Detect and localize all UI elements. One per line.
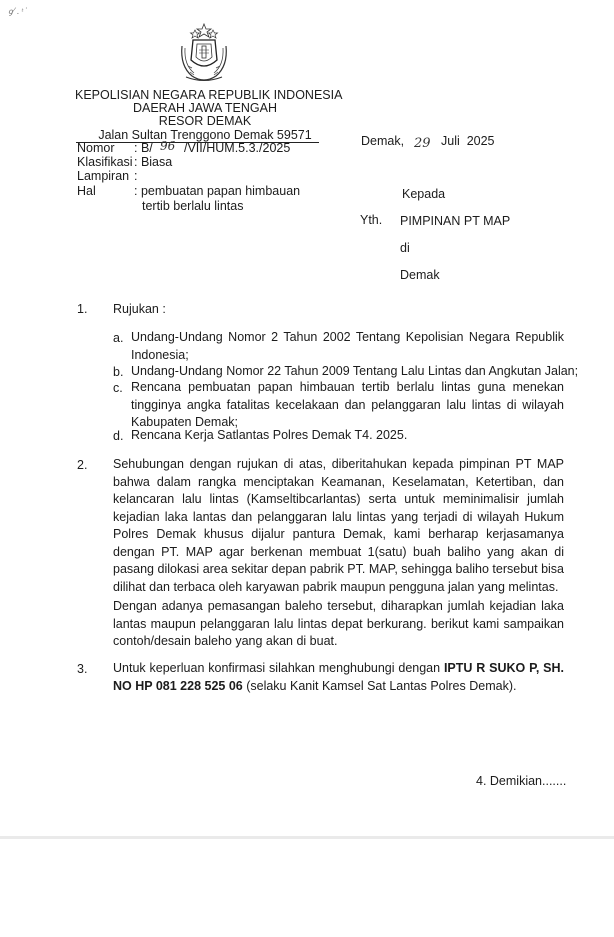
ref-b-text: Undang-Undang Nomor 22 Tahun 2009 Tentang Lalu Lintas dan Angkutan Jalan;: [131, 364, 579, 378]
section-1-title: Rujukan :: [113, 302, 166, 316]
letterhead-line-3: RESOR DEMAK: [158, 114, 252, 128]
hal-label: Hal: [77, 184, 96, 198]
section-3-paragraph: [113, 660, 564, 695]
page-fold-edge: [0, 836, 614, 839]
section-3-text-post: (selaku Kanit Kamsel Sat Lantas Polres Demak).: [242, 678, 517, 693]
section-3-contact-bold: IPTU R SUKO P, SH. NO HP 081 228 525 06: [113, 661, 565, 693]
ref-a-letter: a.: [113, 331, 124, 345]
police-emblem-logo: [176, 22, 232, 84]
date-day-handwritten: 29: [414, 136, 431, 151]
ref-a-text: Undang-Undang Nomor 2 Tahun 2002 Tentang Kepolisian Negara Republik Indonesia;: [131, 330, 564, 362]
klasifikasi-label: Klasifikasi: [77, 155, 133, 169]
letterhead-line-1: KEPOLISIAN NEGARA REPUBLIK INDONESIA: [75, 88, 343, 102]
ref-d-text: Rencana Kerja Satlantas Polres Demak T4. 2025.: [131, 428, 408, 442]
hal-value-line-2: tertib berlalu lintas: [142, 199, 244, 213]
section-2-paragraph-2: Dengan adanya pemasangan baleho tersebut, diharapkan jumlah kejadian laka lantas maupun pelanggaran lalu lintas depat berkurang. berikut kami sampaikan contoh/desain baleho yang akan di buat.: [113, 599, 564, 648]
lampiran-label: Lampiran: [77, 169, 130, 183]
section-3-number: 3.: [77, 662, 88, 676]
addressee-di: di: [400, 241, 410, 255]
nomor-label: Nomor: [77, 141, 115, 155]
section-1-number: 1.: [77, 302, 88, 316]
addressee-city: Demak: [400, 268, 440, 282]
ref-c-text: Rencana pembuatan papan himbauan tertib berlalu lintas guna menekan tingginya angka fatalitas kecelakaan dan pelanggaran lalu lintas di wilayah Kabupaten Demak;: [131, 380, 564, 429]
section-2-number: 2.: [77, 458, 88, 472]
section-2-paragraph-1: Sehubungan dengan rujukan di atas, diberitahukan kepada pimpinan PT MAP bahwa dalam rangka menciptakan Keamanan, Keselamatan, Ketertiban, dan kelancaran lalu lintas (Kamseltibcarlantas) serta untuk meminimalisir jumlah kejadian laka lantas dan pelanggaran lalu lintas yang terjadi di wilayah Hukum Polres Demak khusus dijalur pantura Demak, kami berharap kerjasamanya dengan PT. MAP agar berkenan membuat 1(satu) buah baliho yang akan di pasang dilokasi area sekitar depan pabrik PT. MAP, sehingga baliho tersebut bisa dilihat dan terbaca oleh karyawan pabrik maupun pengguna jalan yang melintas.: [113, 457, 564, 594]
date-month-year: Juli 2025: [441, 134, 495, 148]
letterhead-line-2: DAERAH JAWA TENGAH: [132, 101, 277, 115]
ref-c-letter: c.: [113, 381, 123, 395]
hal-value-line-1: : pembuatan papan himbauan: [134, 184, 301, 198]
continuation-text: 4. Demikian.......: [476, 774, 567, 788]
lampiran-value: :: [134, 169, 138, 183]
date-place: Demak,: [361, 134, 405, 148]
ref-d-letter: d.: [113, 429, 124, 443]
nomor-handwritten: 96: [160, 139, 176, 153]
letterhead-address: Jalan Sultan Trenggono Demak 59571: [98, 128, 312, 142]
nomor-prefix: : B/: [134, 141, 153, 155]
ref-b-letter: b.: [113, 365, 124, 379]
addressee-kepada: Kepada: [402, 187, 446, 201]
addressee-name: PIMPINAN PT MAP: [400, 214, 511, 228]
nomor-suffix: /VII/HUM.5.3./2025: [184, 141, 291, 155]
section-3-text-pre: Untuk keperluan konfirmasi silahkan menghubungi dengan: [113, 661, 444, 675]
klasifikasi-value: : Biasa: [134, 155, 173, 169]
addressee-yth: Yth.: [360, 213, 383, 227]
corner-mark: ꝯ⁄ . ᵗ˙: [8, 7, 28, 16]
